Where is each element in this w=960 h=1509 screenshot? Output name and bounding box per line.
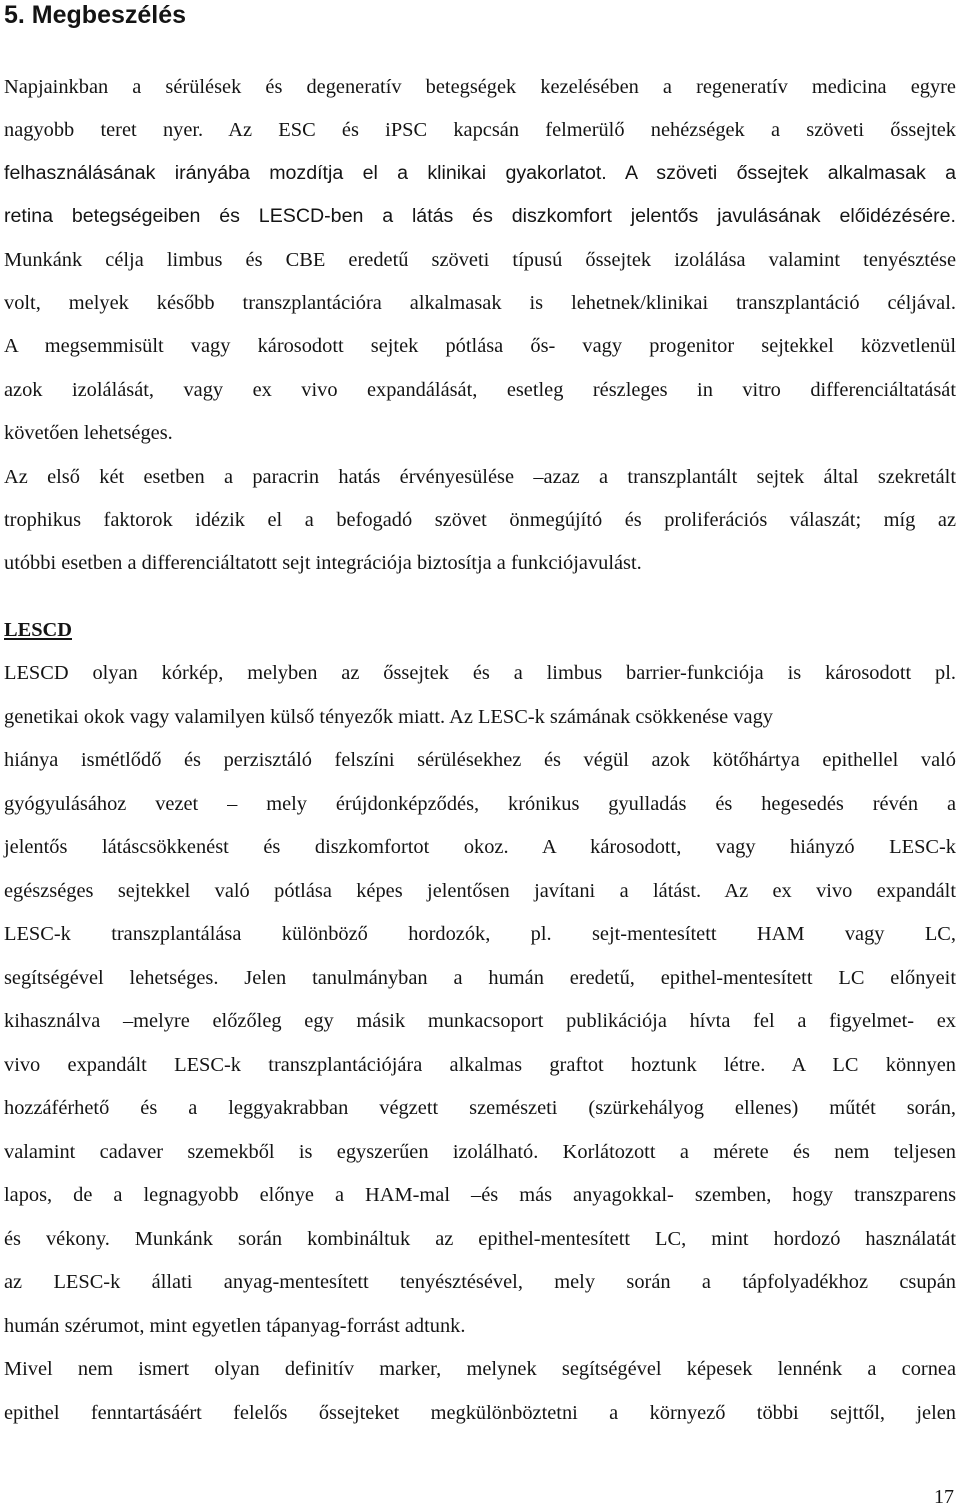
text-line: követően lehetséges.	[4, 422, 173, 444]
text-line: gyógyulásához vezet – mely érújdonképződés, krónikus gyulladás és hegesedés révén a	[4, 793, 956, 815]
text-line: azok izolálását, vagy ex vivo expandálását, esetleg részleges in vitro differenciáltatását	[4, 379, 956, 401]
text-line: az LESC-k állati anyag-mentesített tenyésztésével, mely során a tápfolyadékhoz csupán	[4, 1271, 956, 1293]
text-line: volt, melyek később transzplantációra alkalmasak is lehetnek/klinikai transzplantáció céljával.	[4, 292, 956, 314]
text-line: genetikai okok vagy valamilyen külső tényezők miatt. Az LESC-k számának csökkenése vagy	[4, 706, 773, 728]
text-line: és vékony. Munkánk során kombináltuk az epithel-mentesített LC, mint hordozó használatát	[4, 1228, 956, 1250]
text-line: humán szérumot, mint egyetlen tápanyag-forrást adtunk.	[4, 1315, 466, 1337]
page-number: 17	[934, 1486, 954, 1508]
text-line: nagyobb teret nyer. Az ESC és iPSC kapcsán felmerülő nehézségek a szöveti őssejtek	[4, 119, 956, 141]
text-line: epithel fenntartásáért felelős őssejteket megkülönböztetni a környező többi sejttől, jelen	[4, 1402, 956, 1424]
text-line: hiánya ismétlődő és perzisztáló felszíni sérülésekhez és végül azok kötőhártya epithellel való	[4, 749, 956, 771]
text-line: Munkánk célja limbus és CBE eredetű szöveti típusú őssejtek izolálása valamint tenyésztése	[4, 249, 956, 271]
text-line: vivo expandált LESC-k transzplantációjára alkalmas graftot hoztunk létre. A LC könnyen	[4, 1054, 956, 1076]
text-line: Napjainkban a sérülések és degeneratív betegségek kezelésében a regeneratív medicina egyre	[4, 76, 956, 98]
text-line: segítségével lehetséges. Jelen tanulmányban a humán eredetű, epithel-mentesített LC előnyeit	[4, 967, 956, 989]
text-line: Az első két esetben a paracrin hatás érvényesülése –azaz a transzplantált sejtek által szekretált	[4, 466, 956, 488]
text-line: LESCD olyan kórkép, melyben az őssejtek és a limbus barrier-funkciója is károsodott pl.	[4, 662, 956, 684]
text-line: Mivel nem ismert olyan definitív marker, melynek segítségével képesek lennénk a cornea	[4, 1358, 956, 1380]
text-line: trophikus faktorok idézik el a befogadó szövet önmegújító és proliferációs válaszát; míg az	[4, 509, 956, 531]
text-line: hozzáférhető és a leggyakrabban végzett szemészeti (szürkehályog ellenes) műtét során,	[4, 1097, 956, 1119]
subsection-heading: LESCD	[4, 619, 72, 641]
text-line: A megsemmisült vagy károsodott sejtek pótlása ős- vagy progenitor sejtekkel közvetlenül	[4, 335, 956, 357]
text-line: jelentős látáscsökkenést és diszkomfortot okoz. A károsodott, vagy hiányzó LESC-k	[4, 836, 956, 858]
text-line: egészséges sejtekkel való pótlása képes jelentősen javítani a látást. Az ex vivo expandált	[4, 880, 956, 902]
text-line: retina betegségeiben és LESCD-ben a látás és diszkomfort jelentős javulásának előidézésére.	[4, 205, 956, 227]
text-line: felhasználásának irányába mozdítja el a klinikai gyakorlatot. A szöveti őssejtek alkalmasak a	[4, 162, 956, 184]
text-line: LESC-k transzplantálása különböző hordozók, pl. sejt-mentesített HAM vagy LC,	[4, 923, 956, 945]
text-line: valamint cadaver szemekből is egyszerűen izolálható. Korlátozott a mérete és nem teljesen	[4, 1141, 956, 1163]
text-line: lapos, de a legnagyobb előnye a HAM-mal –és más anyagokkal- szemben, hogy transzparens	[4, 1184, 956, 1206]
text-line: kihasználva –melyre előzőleg egy másik munkacsoport publikációja hívta fel a figyelmet- ex	[4, 1010, 956, 1032]
section-heading: 5. Megbeszélés	[4, 1, 187, 29]
text-line: utóbbi esetben a differenciáltatott sejt integrációja biztosítja a funkciójavulást.	[4, 552, 642, 574]
